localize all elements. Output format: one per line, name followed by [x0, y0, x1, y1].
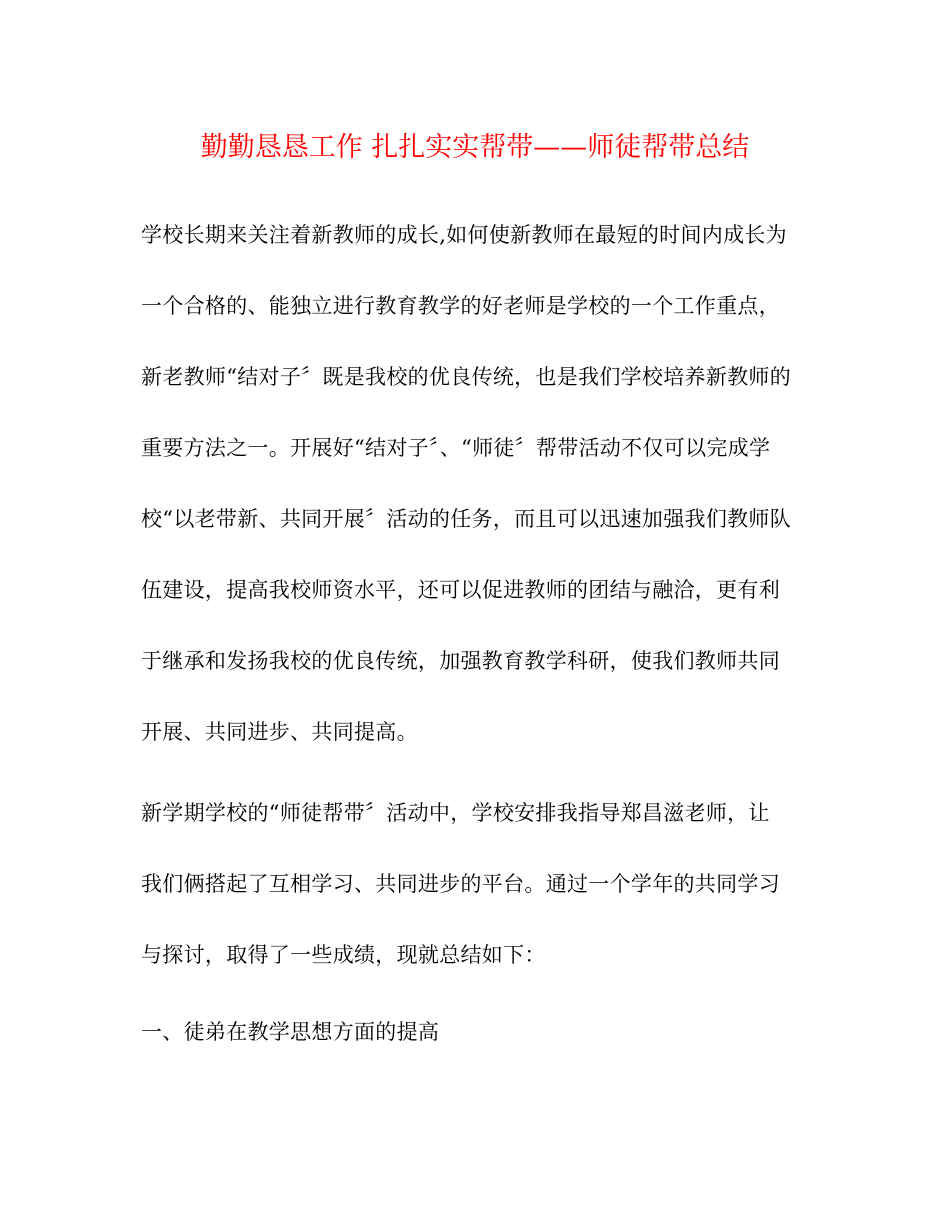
paragraph-line: 开展、共同进步、共同提高。	[141, 720, 418, 744]
document-title: 勤勤恳恳工作 扎扎实实帮带——师徒帮带总结	[200, 132, 750, 163]
paragraph-line: 与探讨，取得了一些成绩，现就总结如下：	[141, 943, 546, 967]
paragraph-line: 重要方法之一。开展好“结对子〞、“师徒〞帮带活动不仅可以完成学	[141, 436, 771, 460]
paragraph-line: 我们俩搭起了互相学习、共同进步的平台。通过一个学年的共同学习	[141, 872, 780, 896]
paragraph-line: 学校长期来关注着新教师的成长,如何使新教师在最短的时间内成长为	[141, 223, 787, 247]
paragraph-line: 新老教师“结对子〞既是我校的优良传统，也是我们学校培养新教师的	[141, 365, 792, 389]
paragraph-line: 新学期学校的“师徒帮带〞活动中，学校安排我指导郑昌滋老师，让	[141, 801, 770, 825]
paragraph-line: 校“以老带新、共同开展〞活动的任务，而且可以迅速加强我们教师队	[141, 507, 792, 531]
paragraph-line: 伍建设，提高我校师资水平，还可以促进教师的团结与融洽，更有利	[141, 578, 780, 602]
paragraph-line: 于继承和发扬我校的优良传统，加强教育教学科研，使我们教师共同	[141, 649, 780, 673]
section-heading: 一、徒弟在教学思想方面的提高	[141, 1020, 440, 1044]
paragraph-line: 一个合格的、能独立进行教育教学的好老师是学校的一个工作重点，	[141, 294, 780, 318]
